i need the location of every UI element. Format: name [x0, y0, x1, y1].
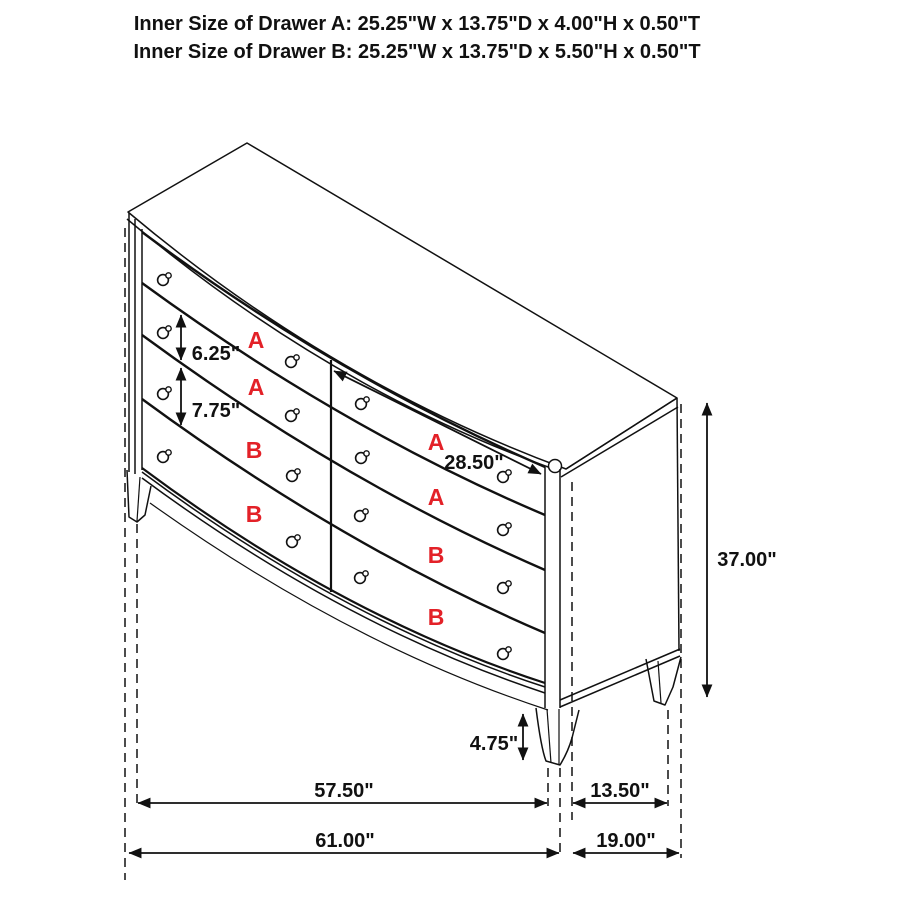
- drawer-label-right-3: B: [427, 542, 445, 568]
- drawer-label-left-1: A: [247, 327, 265, 353]
- dresser-line-drawing: [127, 143, 681, 765]
- dim-overall-depth: 19.00": [596, 830, 656, 852]
- dim-overall-width: 61.00": [315, 830, 375, 852]
- drawer-label-right-1: A: [427, 429, 445, 455]
- drawer-label-left-2: A: [247, 374, 265, 400]
- drawer-label-right-2: A: [427, 484, 445, 510]
- drawer-label-right-4: B: [427, 604, 445, 630]
- back-right-leg: [646, 657, 681, 705]
- title-line-2: Inner Size of Drawer B: 25.25"W x 13.75"D x 5.50"H x 0.50"T: [133, 41, 701, 63]
- drawer-label-left-3: B: [245, 437, 263, 463]
- front-left-leg: [127, 470, 151, 522]
- dim-side-depth: 13.50": [590, 780, 650, 802]
- dim-drawer-section-width: 28.50": [444, 452, 504, 474]
- drawer-label-left-4: B: [245, 501, 263, 527]
- dim-front-width: 57.50": [314, 780, 374, 802]
- dresser-left-edge: [129, 213, 142, 474]
- dim-leg-height: 4.75": [469, 733, 519, 755]
- dim-drawer-a-height: 6.25": [191, 343, 241, 365]
- dim-drawer-b-height: 7.75": [191, 400, 241, 422]
- dresser-right-corner-post: [545, 460, 562, 709]
- dim-overall-height: 37.00": [717, 549, 777, 571]
- dresser-base-band: [142, 468, 548, 710]
- title-line-1: Inner Size of Drawer A: 25.25"W x 13.75"D x 4.00"H x 0.50"T: [133, 13, 701, 35]
